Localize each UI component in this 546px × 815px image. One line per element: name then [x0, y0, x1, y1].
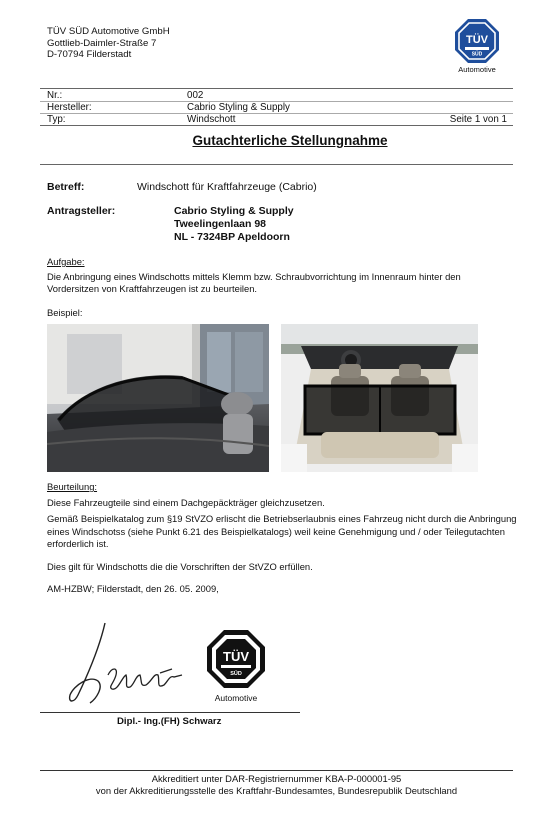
antragsteller-line2: Tweelingenlaan 98: [174, 218, 267, 230]
aufgabe-section: [47, 256, 507, 296]
title-text: Gutachterliche Stellungnahme: [192, 133, 388, 148]
meta-hersteller: [47, 102, 507, 113]
beurteilung-p1: Diese Fahrzeugteile sind einem Dachgepäckträger gleichzusetzen.: [47, 496, 325, 508]
company-name: TÜV SÜD Automotive GmbH: [47, 26, 170, 37]
aufgabe-heading: Aufgabe:: [47, 256, 85, 267]
aufgabe-text: Die Anbringung eines Windschotts mittels Klemm bzw. Schraubvorrichtung im Innenraum hinter den Vordersitzen von Kraftfahrzeugen ist zu beurteilen.: [47, 270, 461, 294]
antragsteller-line3: NL - 7324BP Apeldoorn: [174, 231, 290, 243]
betreff-value: Windschott für Kraftfahrzeuge (Cabrio): [137, 181, 317, 193]
stamp-text-top: TÜV: [223, 649, 249, 664]
divider: [40, 164, 513, 165]
logo-text-bottom: SÜD: [471, 51, 483, 58]
stamp-caption: Automotive: [214, 693, 258, 703]
betreff-label: Betreff:: [47, 181, 85, 193]
document-title: [0, 133, 546, 148]
footer-line2: von der Akkreditierungsstelle des Kraftfahr-Bundesamtes, Bundesrepublik Deutschland: [95, 785, 458, 796]
nr-value: 002: [187, 90, 204, 101]
nr-label: Nr.:: [47, 90, 63, 101]
company-city: D-70794 Filderstadt: [47, 49, 132, 60]
tuv-stamp: [205, 628, 267, 703]
example-photo-side: [47, 324, 269, 472]
company-address: [47, 26, 170, 61]
footer: [40, 773, 513, 797]
beurteilung-heading: Beurteilung:: [47, 481, 98, 492]
tuv-logo: [452, 18, 502, 74]
meta-typ: [47, 114, 507, 125]
company-street: Gottlieb-Daimler-Straße 7: [47, 37, 157, 49]
hersteller-label: Hersteller:: [47, 102, 92, 113]
antragsteller-address: [174, 205, 294, 244]
handwritten-signature: [60, 615, 200, 710]
footer-divider: [40, 770, 513, 771]
tuv-octagon-icon: [454, 18, 500, 64]
meta-nr: [47, 90, 507, 101]
beispiel-heading: Beispiel:: [47, 307, 83, 318]
tuv-stamp-octagon-icon: [205, 628, 267, 690]
page-info: Seite 1 von 1: [449, 114, 507, 125]
divider: [40, 88, 513, 89]
typ-value: Windschott: [187, 114, 236, 125]
beurteilung-p2: Gemäß Beispielkatalog zum §19 StVZO erlischt die Betriebserlaubnis eines Fahrzeug nicht durch die Anbringung eines Windschotss (siehe Punkt 6.21 des Beispielkatalogs) weil keine Genehmigung und / oder Teilegutachten erforderlich ist.: [47, 513, 517, 549]
beurteilung-section: [47, 481, 517, 596]
example-photo-rear: [281, 324, 478, 472]
typ-label: Typ:: [47, 114, 66, 125]
beurteilung-p3: Dies gilt für Windschotts die die Vorschriften der StVZO erfüllen.: [47, 560, 313, 572]
signature-line: [40, 712, 300, 713]
logo-caption: Automotive: [458, 65, 496, 74]
place-date: AM-HZBW; Filderstadt, den 26. 05. 2009,: [47, 583, 219, 594]
footer-line1: Akkreditiert unter DAR-Registriernummer KBA-P-000001-95: [151, 773, 402, 784]
antragsteller-line1: Cabrio Styling & Supply: [174, 205, 294, 217]
signer-name: Dipl.- Ing.(FH) Schwarz: [117, 716, 222, 727]
divider: [40, 125, 513, 126]
stamp-text-bottom: SÜD: [230, 671, 242, 677]
logo-text-top: TÜV: [466, 34, 488, 46]
antragsteller-label: Antragsteller:: [47, 205, 116, 217]
hersteller-value: Cabrio Styling & Supply: [187, 102, 290, 113]
